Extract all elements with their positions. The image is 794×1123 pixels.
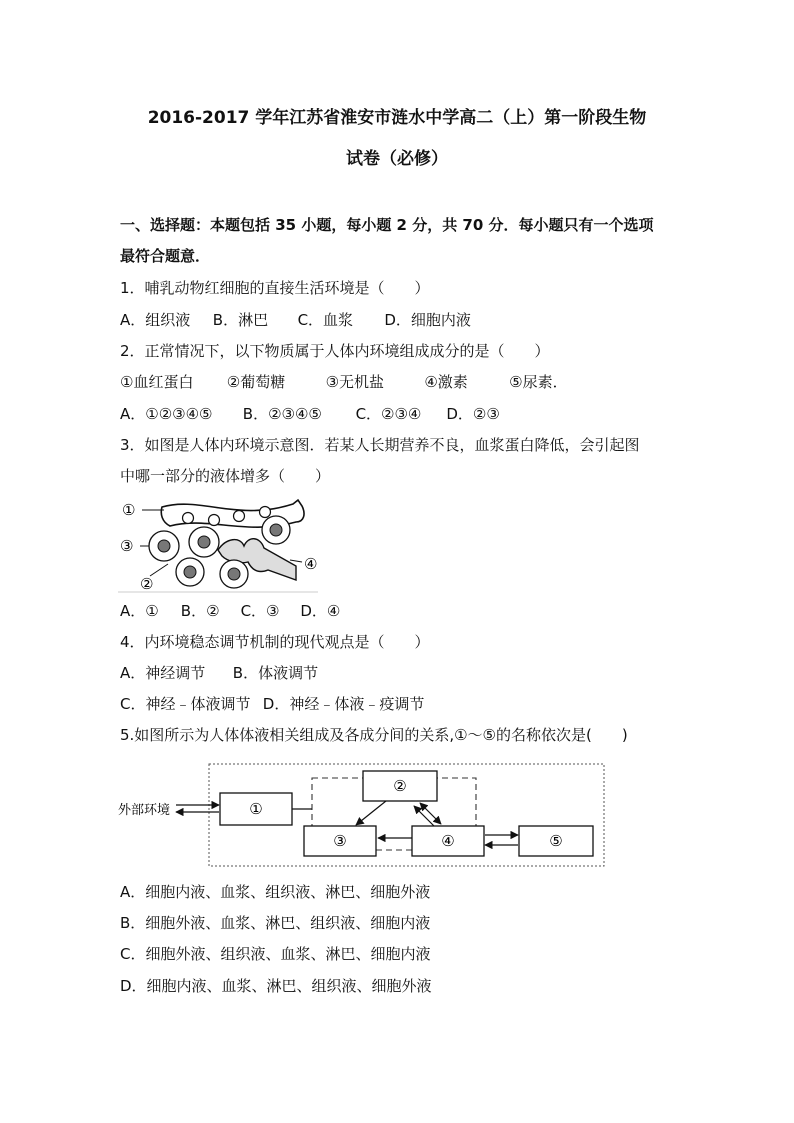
- q2-item-5: ⑤尿素．: [509, 373, 568, 391]
- q2-item-2: ②葡萄糖: [226, 373, 286, 391]
- q2-item-3: ③无机盐: [325, 373, 385, 391]
- section-heading-line1: 一、选择题：本题包括 35 小题，每小题 2 分，共 70 分．每小题只有一个选项: [120, 216, 654, 234]
- red-blood-cell: [183, 513, 194, 524]
- q3-internal-environment-diagram: [118, 492, 328, 594]
- section-heading-line2: 最符合题意．: [120, 247, 211, 265]
- q2-options: [120, 403, 500, 425]
- q2-stem: 2．正常情况下，以下物质属于人体内环境组成成分的是（ ）: [120, 342, 550, 360]
- q4-option-c: C．神经﹣体液调节: [120, 695, 251, 713]
- box-label-1: ①: [249, 800, 263, 818]
- q4-option-a: A．神经调节: [120, 664, 206, 682]
- q2-option-d: D．②③: [446, 405, 500, 423]
- q5-body-fluid-diagram: [118, 760, 608, 870]
- q3-stem-line2: 中哪一部分的液体增多（ ）: [120, 467, 331, 485]
- box-label-2: ②: [393, 777, 407, 795]
- q5-option-a: A．细胞内液、血浆、组织液、淋巴、细胞外液: [120, 883, 431, 901]
- q1-option-a: A．组织液: [120, 311, 191, 329]
- red-blood-cell: [209, 515, 220, 526]
- q4-options-row2: [120, 693, 424, 715]
- diagram-label-4: ④: [304, 555, 318, 573]
- q5-option-d: D．细胞内液、血浆、淋巴、组织液、细胞外液: [120, 977, 432, 995]
- q2-option-c: C．②③④: [355, 405, 422, 423]
- red-blood-cell: [234, 511, 245, 522]
- q4-option-b: B．体液调节: [232, 664, 319, 682]
- q2-option-b: B．②③④⑤: [242, 405, 322, 423]
- q3-options: [120, 600, 340, 622]
- diagram-label-3: ③: [120, 537, 134, 555]
- q1-option-c: C．血浆: [297, 311, 354, 329]
- q2-option-a: A．①②③④⑤: [120, 405, 213, 423]
- diagram-label-2: ②: [140, 575, 154, 593]
- q3-option-d: D．④: [300, 602, 341, 620]
- exam-title-line2: 试卷（必修）: [346, 149, 448, 169]
- q4-option-d: D．神经﹣体液﹣疫调节: [262, 695, 425, 713]
- q1-options: [120, 309, 471, 331]
- q5-option-c: C．细胞外液、组织液、血浆、淋巴、细胞内液: [120, 945, 431, 963]
- q1-option-d: D．细胞内液: [384, 311, 471, 329]
- red-blood-cell: [260, 507, 271, 518]
- q1-stem: 1．哺乳动物红细胞的直接生活环境是（ ）: [120, 279, 430, 297]
- q2-item-1: ①血红蛋白: [120, 373, 194, 391]
- box-label-4: ④: [441, 832, 455, 850]
- outside-environment-label: 外部环境: [118, 803, 171, 818]
- q3-option-a: A．①: [120, 602, 159, 620]
- diagram-label-1: ①: [122, 501, 136, 519]
- q4-stem: 4．内环境稳态调节机制的现代观点是（ ）: [120, 633, 430, 651]
- q5-option-b: B．细胞外液、血浆、淋巴、组织液、细胞内液: [120, 914, 431, 932]
- q4-options-row1: [120, 662, 318, 684]
- q3-option-b: B．②: [180, 602, 220, 620]
- exam-title-line1: 2016-2017 学年江苏省淮安市涟水中学高二（上）第一阶段生物: [147, 108, 647, 128]
- q3-stem-line1: 3．如图是人体内环境示意图．若某人长期营养不良，血浆蛋白降低，会引起图: [120, 436, 640, 454]
- q2-item-4: ④激素: [424, 373, 468, 391]
- box-label-3: ③: [333, 832, 347, 850]
- q1-option-b: B．淋巴: [212, 311, 269, 329]
- q5-stem: 5.如图所示为人体体液相关组成及各成分间的关系,①～⑤的名称依次是( ): [120, 726, 628, 744]
- q2-items: [120, 371, 568, 393]
- box-label-5: ⑤: [549, 832, 563, 850]
- q3-option-c: C．③: [240, 602, 280, 620]
